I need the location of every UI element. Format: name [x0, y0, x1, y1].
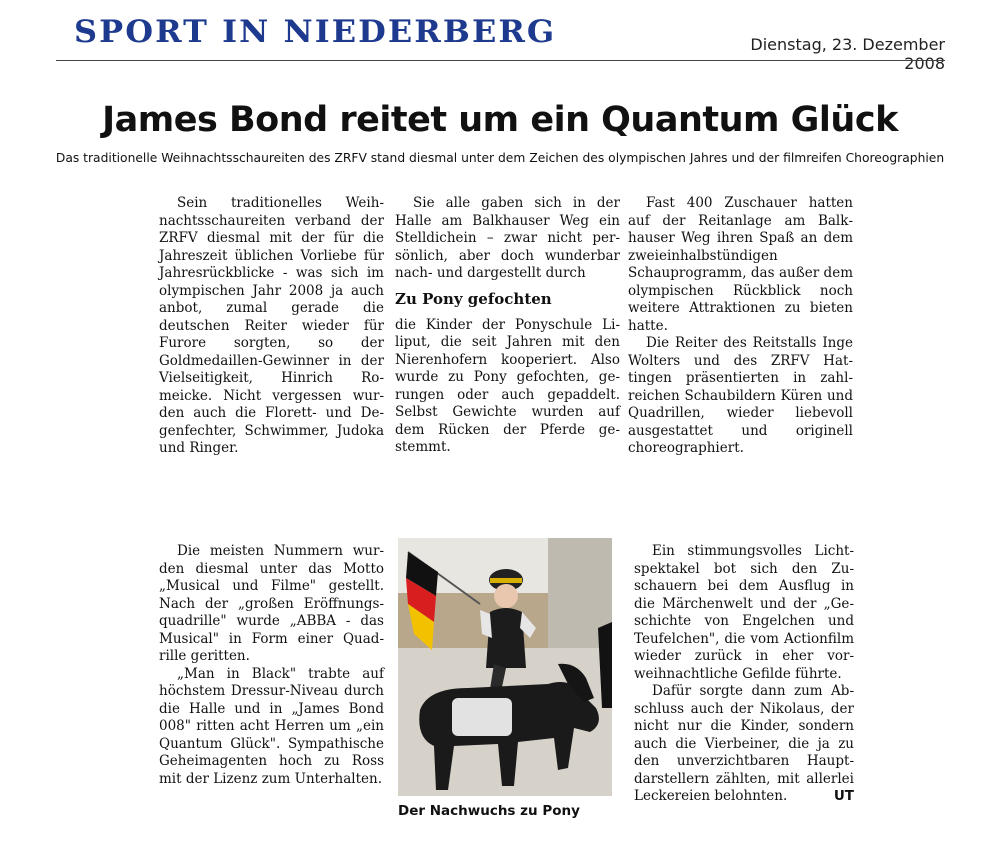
article-headline: James Bond reitet um ein Quantum Glück — [102, 100, 898, 140]
paragraph: „Man in Black" trabte auf höchstem Dressur-Niveau durch die Halle und in „James Bond 008" ritten acht Herren um „ein Quantum Glück". Sympathische Geheimagenten hoch zu Ross mit der Lizenz zum Unterhalten. — [159, 665, 384, 787]
paragraph: Die Reiter des Reitstalls Inge Wolters und des ZRFV Hattingen präsentierten in zahlreichen Schaubildern Küren und Quadrillen, wieder liebevoll ausgestattet und originell choreographiert. — [628, 335, 853, 456]
article-column-2 — [395, 195, 620, 457]
paragraph: Sein traditionelles Weihnachtsschaureiten verband der ZRFV diesmal mit der für die Jahreszeit üblichen Vorliebe für Jahresrückblicke - was sich im olympischen Jahr 2008 ja auch anbot, zumal gerade die deutschen Reiter wieder für Furore sorgten, so der Goldmedaillen-Gewinner in der Vielseitigkeit, Hinrich Romeicke. Nicht vergessen wurden auch die Florett- und Degenfechter, Schwimmer, Judoka und Ringer. — [159, 195, 384, 456]
author-byline: UT — [833, 788, 854, 804]
article-column-6 — [634, 543, 854, 806]
article-column-3 — [628, 195, 853, 458]
paragraph-text: Dafür sorgte dann zum Abschluss auch der Nikolaus, der nicht nur die Kinder, sondern auch die Vierbeiner, die ja zu den unverzichtbaren Hauptdarstellern zählten, mit allerlei Leckereien belohnten. — [634, 683, 854, 804]
photo-caption: Der Nachwuchs zu Pony — [398, 803, 580, 819]
paragraph — [634, 683, 854, 806]
paragraph: Fast 400 Zuschauer hatten auf der Reitanlage am Balkhauser Weg ihren Spaß an dem zweieinhalbstündigen Schauprogramm, das außer dem olympischen Rückblick noch weitere Attraktionen zu bieten hatte. — [628, 195, 853, 334]
masthead: SPORT IN NIEDERBERG — [74, 14, 557, 50]
paragraph: Ein stimmungsvolles Lichtspektakel bot sich den Zuschauern bei dem Ausflug in die Märchenwelt und der „Geschichte von Engelchen und Teufelchen", die vom Actionfilm wieder zurück in eher vorweihnachtliche Gefilde führte. — [634, 543, 854, 682]
article-column-1 — [159, 195, 384, 458]
header-rule — [56, 60, 945, 61]
paragraph: Die meisten Nummern wurden diesmal unter das Motto „Musical und Filme" gestellt. Nach der „großen Eröffnungsquadrille" wurde „ABBA - das Musical" in Form einer Quadrille geritten. — [159, 543, 384, 664]
article-column-4 — [159, 543, 384, 788]
section-subheading: Zu Pony gefochten — [395, 289, 552, 308]
article-photo — [398, 538, 612, 796]
child-on-pony-photo — [398, 538, 612, 796]
paragraph: Sie alle gaben sich in der Halle am Balkhauser Weg ein Stelldichein – zwar nicht persönlich, aber doch wunderbar nach- und dargestellt durch — [395, 195, 620, 281]
article-subheadline: Das traditionelle Weihnachtsschaureiten des ZRFV stand diesmal unter dem Zeichen des olympischen Jahres und der filmreifen Choreographien — [55, 151, 945, 165]
publication-date: Dienstag, 23. Dezember 2008 — [750, 35, 945, 73]
paragraph: die Kinder der Ponyschule Liliput, die seit Jahren mit den Nierenhofern kooperiert. Also wurde zu Pony gefochten, gerungen oder auch gepaddelt. Selbst Gewichte wurden auf dem Rücken der Pferde gestemmt. — [395, 316, 620, 455]
